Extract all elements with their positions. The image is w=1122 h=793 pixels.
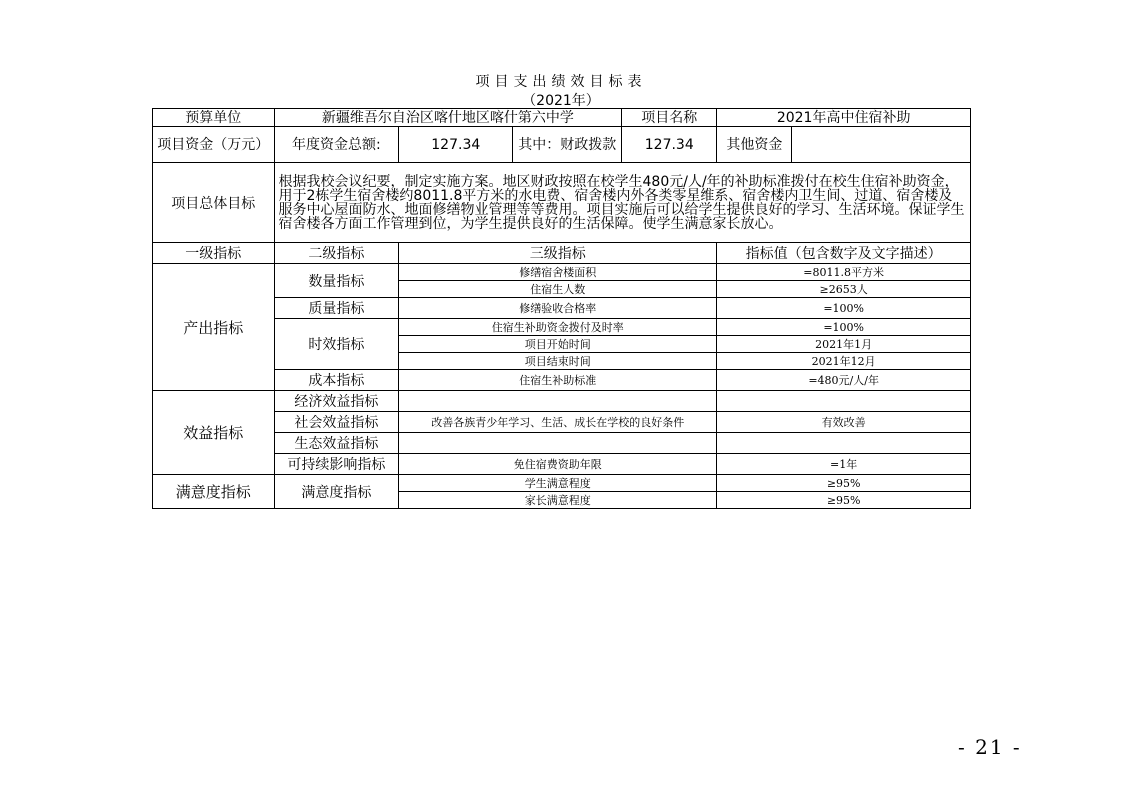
overall-goal-label: 项目总体目标 <box>153 163 275 243</box>
table-cell-indicator: 改善各族青少年学习、生活、成长在学校的良好条件 <box>399 412 717 433</box>
table-cell-indicator: 修缮验收合格率 <box>399 298 717 319</box>
table-cell-indicator: 项目开始时间 <box>399 336 717 353</box>
project-funds-label: 项目资金（万元） <box>153 127 275 163</box>
header-level3: 三级指标 <box>399 243 717 264</box>
quantity-indicator: 数量指标 <box>274 264 399 298</box>
header-level2: 二级指标 <box>274 243 399 264</box>
ecological-benefit-indicator: 生态效益指标 <box>274 433 399 454</box>
table-cell-value: ≥2653人 <box>717 281 971 298</box>
table-cell-indicator <box>399 433 717 454</box>
table-cell-indicator: 学生满意程度 <box>399 475 717 492</box>
document-year: （2021年） <box>522 93 600 109</box>
table-cell-indicator: 免住宿费资助年限 <box>399 454 717 475</box>
header-value: 指标值（包含数字及文字描述） <box>717 243 971 264</box>
table-cell-indicator: 住宿生补助标准 <box>399 370 717 391</box>
table-cell-value: ≥95% <box>717 475 971 492</box>
table-cell-value: 有效改善 <box>717 412 971 433</box>
header-level1: 一级指标 <box>153 243 275 264</box>
satisfaction-indicator: 满意度指标 <box>274 475 399 509</box>
satisfaction-level1: 满意度指标 <box>153 475 275 509</box>
project-name-value: 2021年高中住宿补助 <box>717 109 971 127</box>
timeliness-indicator: 时效指标 <box>274 319 399 370</box>
table-cell-indicator: 家长满意程度 <box>399 492 717 509</box>
document-title: 项目支出绩效目标表 <box>475 74 647 90</box>
quality-indicator: 质量指标 <box>274 298 399 319</box>
project-name-label: 项目名称 <box>622 109 717 127</box>
fiscal-funds-label: 其中：财政拨款 <box>513 127 622 163</box>
table-cell-value: =1年 <box>717 454 971 475</box>
economic-benefit-indicator: 经济效益指标 <box>274 391 399 412</box>
budget-unit-label: 预算单位 <box>153 109 275 127</box>
other-funds-value <box>792 127 971 163</box>
other-funds-label: 其他资金 <box>717 127 792 163</box>
table-cell-value: =480元/人/年 <box>717 370 971 391</box>
output-level1: 产出指标 <box>153 264 275 391</box>
fiscal-funds-value: 127.34 <box>622 127 717 163</box>
sustainable-impact-indicator: 可持续影响指标 <box>274 454 399 475</box>
cost-indicator: 成本指标 <box>274 370 399 391</box>
table-cell-indicator: 住宿生人数 <box>399 281 717 298</box>
table-cell-indicator: 项目结束时间 <box>399 353 717 370</box>
table-cell-value: =8011.8平方米 <box>717 264 971 281</box>
budget-unit-value: 新疆维吾尔自治区喀什地区喀什第六中学 <box>274 109 622 127</box>
annual-funds-value: 127.34 <box>399 127 513 163</box>
table-cell-value <box>717 433 971 454</box>
table-cell-value: 2021年12月 <box>717 353 971 370</box>
social-benefit-indicator: 社会效益指标 <box>274 412 399 433</box>
table-cell-value: =100% <box>717 298 971 319</box>
table-cell-value <box>717 391 971 412</box>
table-cell-value: =100% <box>717 319 971 336</box>
table-cell-indicator: 修缮宿舍楼面积 <box>399 264 717 281</box>
table-cell-indicator: 住宿生补助资金拨付及时率 <box>399 319 717 336</box>
overall-goal-text: 根据我校会议纪要，制定实施方案。地区财政按照在校学生480元/人/年的补助标准拨付在校生住宿补助资金，用于2栋学生宿舍楼约8011.8平方米的水电费、宿舍楼内外各类零星维系、宿舍楼内卫生间、过道、宿舍楼及服务中心屋面防水、地面修缮物业管理等等费用。项目实施后可以给学生提供良好的学习、生活环境。保证学生宿舍楼各方面工作管理到位，为学生提供良好的生活保障。使学生满意家长放心。 <box>274 163 970 243</box>
table-cell-value: ≥95% <box>717 492 971 509</box>
annual-funds-label: 年度资金总额: <box>274 127 399 163</box>
table-cell-indicator <box>399 391 717 412</box>
performance-goal-table <box>152 108 971 509</box>
table-cell-value: 2021年1月 <box>717 336 971 353</box>
page-number: - 21 - <box>958 735 1022 759</box>
benefit-level1: 效益指标 <box>153 391 275 475</box>
